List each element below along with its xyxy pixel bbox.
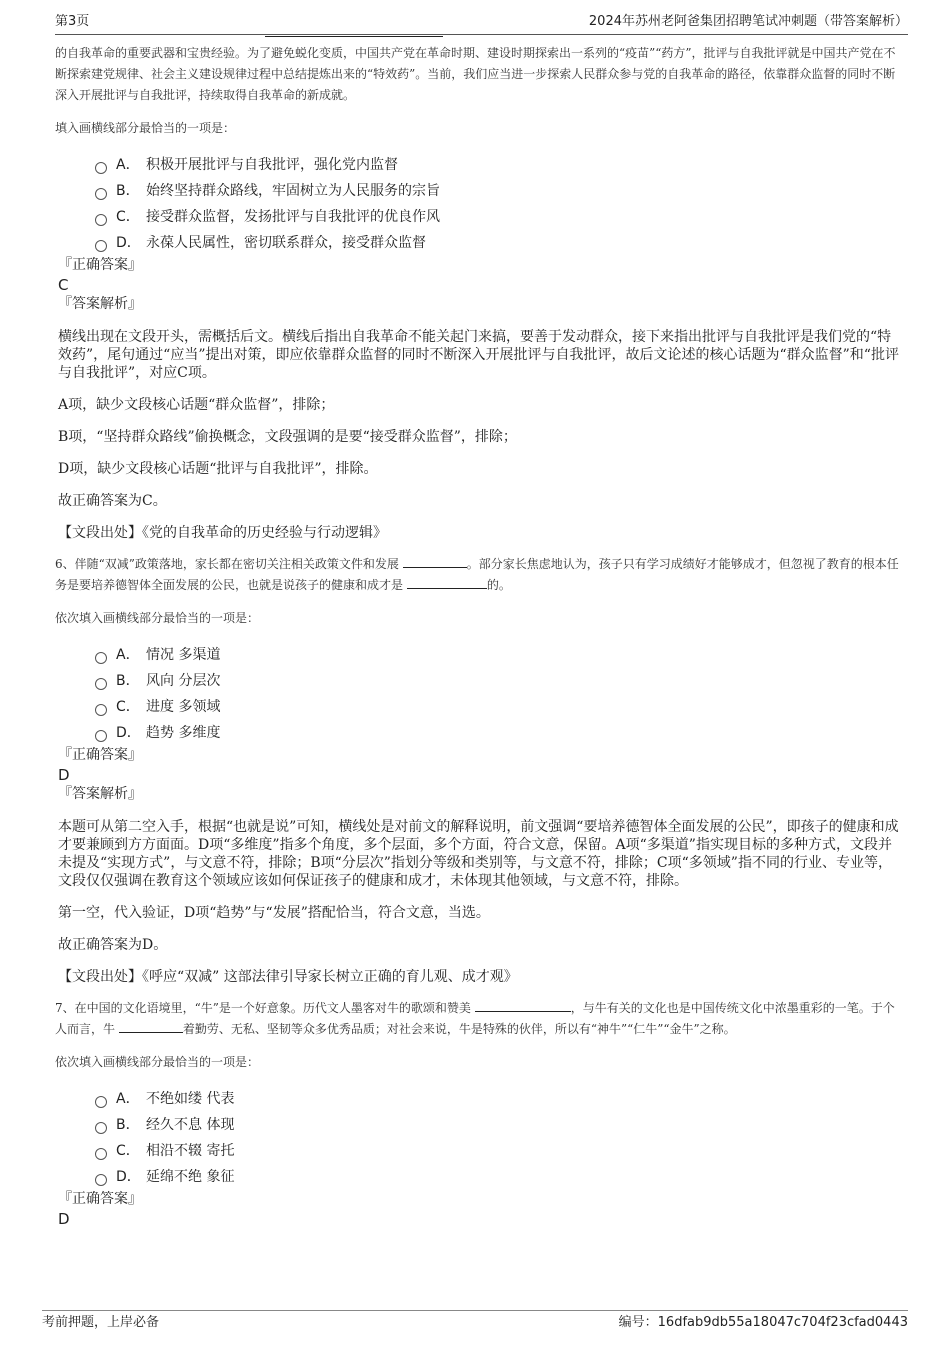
option-text: 延绵不绝 象征 — [146, 1169, 235, 1185]
code-value: 16dfab9db55a18047c704f23cfad0443 — [657, 1315, 908, 1330]
option-text: 始终坚持群众路线，牢固树立为人民服务的宗旨 — [146, 183, 440, 199]
q7-option-d[interactable] — [95, 1164, 905, 1190]
option-letter: A． — [116, 1091, 140, 1107]
q5-option-c[interactable] — [95, 204, 905, 230]
option-letter: C． — [116, 209, 140, 225]
radio-icon[interactable] — [95, 1174, 107, 1186]
radio-icon[interactable] — [95, 730, 107, 742]
option-letter: B． — [116, 183, 140, 199]
q7-answer: D — [58, 1210, 70, 1228]
q6-option-a[interactable] — [95, 642, 905, 668]
option-text: 趋势 多维度 — [146, 725, 221, 741]
radio-icon[interactable] — [95, 162, 107, 174]
footer-slogan: 考前押题，上岸必备 — [42, 1315, 160, 1330]
page-number: 第3页 — [55, 14, 90, 29]
q6-blank-2 — [407, 576, 487, 589]
q6-instruction: 依次填入画横线部分最恰当的一项是： — [55, 611, 260, 625]
radio-icon[interactable] — [95, 1096, 107, 1108]
radio-icon[interactable] — [95, 652, 107, 664]
option-letter: B． — [116, 1117, 140, 1133]
page-header — [55, 10, 908, 35]
option-letter: B． — [116, 673, 140, 689]
q7-stem-part: ，与牛有关的文化也是中国传统文化中浓墨重彩的一笔。于个人而言，牛 — [55, 1001, 895, 1036]
q5-answer-label: 『正确答案』 — [58, 257, 142, 273]
q6-analysis-label: 『答案解析』 — [58, 786, 142, 802]
option-letter: C． — [116, 699, 140, 715]
option-text: 永葆人民属性，密切联系群众，接受群众监督 — [146, 235, 426, 251]
option-text: 不绝如缕 代表 — [146, 1091, 235, 1107]
q5-source: 【文段出处】《党的自我革命的历史经验与行动逻辑》 — [58, 525, 387, 541]
q7-stem-part: 7、在中国的文化语境里，“牛”是一个好意象。历代文人墨客对牛的歌颂和赞美 — [55, 1001, 471, 1015]
q6-answer-label: 『正确答案』 — [58, 747, 142, 763]
radio-icon[interactable] — [95, 240, 107, 252]
q5-analysis-para: A项，缺少文段核心话题“群众监督”，排除； — [58, 397, 335, 413]
radio-icon[interactable] — [95, 704, 107, 716]
q6-stem-part: 6、伴随“双减”政策落地，家长都在密切关注相关政策文件和发展 — [55, 557, 399, 571]
q5-passage: 的自我革命的重要武器和宝贵经验。为了避免蜕化变质，中国共产党在革命时期、建设时期探索出一系列的“疫苗”“药方”，批评与自我批评就是中国共产党在不断探索建党规律、社会主义建设规律过程中总结提炼出来的“特效药”。当前，我们应当进一步探索人民群众参与党的自我革命的路径，依靠群众监督的同时不断深入开展批评与自我批评，持续取得自我革命的新成就。 — [55, 46, 896, 102]
q6-analysis-para: 本题可从第二空入手，根据“也就是说”可知，横线处是对前文的解释说明，前文强调“要培养德智体全面发展的公民”，即孩子的健康和成才要兼顾到方方面面。D项“多维度”指多个角度，多个层面，多个方面，符合文意，保留。A项“多渠道”指实现目标的多种方式，文段并未提及“实现方式”，与文意不符，排除；B项“分层次”指划分等级和类别等，与文意不符，排除；C项“多领域”指不同的行业、专业等，文段仅仅强调在教育这个领域应该如何保证孩子的健康和成才，未体现其他领域，与文意不符，排除。 — [58, 819, 899, 889]
q7-answer-label: 『正确答案』 — [58, 1191, 142, 1207]
radio-icon[interactable] — [95, 678, 107, 690]
q6-stem-part: 。部分家长焦虑地认为，孩子只有学习成绩好才能够成才，但忽视了教育的根本任务是要培养德智体全面发展的公民，也就是说孩子的健康和成才是 — [55, 557, 899, 592]
option-text: 进度 多领域 — [146, 699, 221, 715]
q7-option-a[interactable] — [95, 1086, 905, 1112]
q7-instruction: 依次填入画横线部分最恰当的一项是： — [55, 1055, 260, 1069]
q6-stem-part: 的。 — [486, 578, 511, 592]
code-label: 编号： — [618, 1315, 658, 1330]
q7-blank-1 — [475, 999, 571, 1012]
q7-stem-part: 着勤劳、无私、坚韧等众多优秀品质；对社会来说，牛是特殊的伙伴，所以有“神牛”“仁牛”“金牛”之称。 — [182, 1022, 736, 1036]
document-title: 2024年苏州老阿爸集团招聘笔试冲刺题（带答案解析） — [588, 14, 908, 29]
radio-icon[interactable] — [95, 1148, 107, 1160]
q6-option-b[interactable] — [95, 668, 905, 694]
page-content — [55, 36, 905, 1229]
q6-stem — [55, 554, 905, 596]
q7-blank-2 — [119, 1020, 183, 1033]
q5-analysis-para: 故正确答案为C。 — [58, 493, 167, 509]
option-letter: D． — [116, 235, 141, 251]
option-letter: D． — [116, 725, 141, 741]
q5-analysis-label: 『答案解析』 — [58, 296, 142, 312]
q5-option-d[interactable] — [95, 230, 905, 256]
q5-option-b[interactable] — [95, 178, 905, 204]
q6-source: 【文段出处】《呼应“双减” 这部法律引导家长树立正确的育儿观、成才观》 — [58, 969, 518, 985]
blank-line-continued — [265, 36, 443, 37]
option-text: 风向 分层次 — [146, 673, 221, 689]
radio-icon[interactable] — [95, 188, 107, 200]
q5-option-a[interactable] — [95, 152, 905, 178]
q6-analysis-para: 故正确答案为D。 — [58, 937, 168, 953]
q5-answer: C — [58, 276, 69, 294]
q5-instruction: 填入画横线部分最恰当的一项是： — [55, 121, 236, 135]
option-letter: D． — [116, 1169, 141, 1185]
q7-option-c[interactable] — [95, 1138, 905, 1164]
q5-analysis-para: B项，“坚持群众路线”偷换概念，文段强调的是要“接受群众监督”，排除； — [58, 429, 517, 445]
q6-option-d[interactable] — [95, 720, 905, 746]
q7-options — [95, 1086, 905, 1190]
option-text: 情况 多渠道 — [146, 647, 221, 663]
option-text: 经久不息 体现 — [146, 1117, 235, 1133]
option-text: 相沿不辍 寄托 — [146, 1143, 235, 1159]
q5-analysis-para: D项，缺少文段核心话题“批评与自我批评”，排除。 — [58, 461, 378, 477]
option-text: 接受群众监督，发扬批评与自我批评的优良作风 — [146, 209, 440, 225]
document-code — [619, 1312, 908, 1334]
q5-options — [95, 152, 905, 256]
q6-options — [95, 642, 905, 746]
option-text: 积极开展批评与自我批评，强化党内监督 — [146, 157, 398, 173]
option-letter: A． — [116, 647, 140, 663]
q6-analysis-para: 第一空，代入验证，D项“趋势”与“发展”搭配恰当，符合文意，当选。 — [58, 905, 490, 921]
option-letter: C． — [116, 1143, 140, 1159]
q6-option-c[interactable] — [95, 694, 905, 720]
radio-icon[interactable] — [95, 214, 107, 226]
q6-blank-1 — [403, 555, 467, 568]
q7-option-b[interactable] — [95, 1112, 905, 1138]
q7-stem — [55, 998, 905, 1040]
q5-analysis-para: 横线出现在文段开头，需概括后文。横线后指出自我革命不能关起门来搞，要善于发动群众，接下来指出批评与自我批评是我们党的“特效药”，尾句通过“应当”提出对策，即应依靠群众监督的同时不断深入开展批评与自我批评，故后文论述的核心话题为“群众监督”和“批评与自我批评”，对应C项。 — [58, 329, 899, 381]
option-letter: A． — [116, 157, 140, 173]
radio-icon[interactable] — [95, 1122, 107, 1134]
page-footer — [42, 1310, 908, 1335]
q6-answer: D — [58, 766, 70, 784]
